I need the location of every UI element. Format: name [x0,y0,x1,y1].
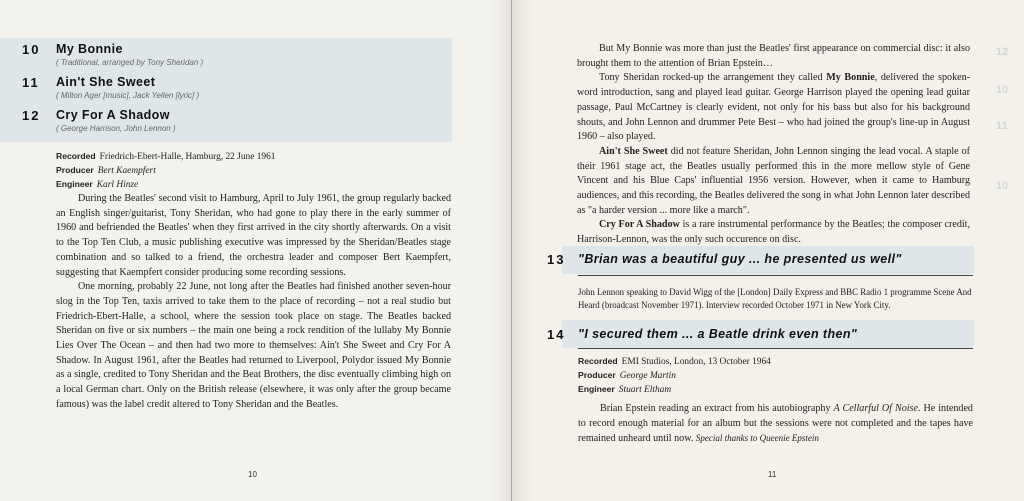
divider [578,275,973,276]
track-credit: ( George Harrison, John Lennon ) [56,124,176,133]
page-number: 11 [768,470,777,479]
session-details [578,355,771,397]
divider [578,348,973,349]
show-through-mark: 10 [996,84,1009,96]
page-number: 10 [248,470,257,479]
engineer-line: Engineer Stuart Eltham [578,384,672,395]
session-details [56,150,275,192]
paragraph: One morning, probably 22 June, not long after the Beatles had finished another seven-hour slog in the Top Ten, taxis arrived to take them to the place of recording – not a real studio but Friedrich-Ebert-Halle, a school, where the session took place on stage. The Beatles backed Sheridan on five or six numbers – the main one being a rock rendition of the lullaby My Bonnie Lies Over The Ocean – and then had two more to themselves: Ain't She Sweet and Cry For A Shadow. In August 1961, after the Beatles had returned to Liverpool, Polydor issued My Bonnie as a single, credited to Tony Sheridan and the Beat Brothers, the disc eventually climbing high on a local German chart. Only on the British release (elsewhere, it was only after the group became famous) was the label credit altered to Tony Sheridan and the Beatles. [56,281,451,410]
track-title: My Bonnie [56,42,123,56]
paragraph: During the Beatles' second visit to Hamburg, April to July 1961, the group regularly backed an English singer/guitarist, Tony Sheridan, who had gone to play there in the early summer of 1960 and befriended the Beatles' when they first arrived in the city shortly afterwards. On a visit to the Top Ten Club, a music publishing executive was impressed by the Sheridan/Beatles stage combination and so talked to a friend, the orchestra leader and composer Bert Kaempfert, suggesting that Kaempfert consider producing some recording sessions. [56,193,451,278]
liner-notes-body [577,42,970,248]
paragraph: Ain't She Sweet did not feature Sheridan, John Lennon singing the lead vocal. A staple of their 1961 stage act, the Beatles usually performed this in the more mellow style of Gene Vincent and his Blue Caps' influential 1956 version. However, when it came to Hamburg audiences, and this recording, the Beatles delivered the song in what John Lennon later described as "a harder version ... more like a march". [577,145,970,216]
liner-notes-body [56,192,451,413]
right-page [512,0,1024,501]
engineer-line: Engineer Karl Hinze [56,179,139,190]
track-credit: ( Milton Ager [music], Jack Yellen [lyric] ) [56,91,200,100]
track-title: "I secured them ... a Beatle drink even then" [578,327,858,341]
track-title: Cry For A Shadow [56,108,170,122]
producer-line: Producer Bert Kaempfert [56,165,156,176]
track-number: 10 [22,42,41,57]
show-through-mark: 11 [996,120,1008,132]
track-number: 13 [547,252,566,267]
show-through-mark: 10 [996,180,1009,192]
track-number: 14 [547,327,566,342]
paragraph: But My Bonnie was more than just the Beatles' first appearance on commercial disc: it also brought them to the attention of Brian Epstein… [577,43,970,69]
track-title: Ain't She Sweet [56,75,156,89]
paragraph: Tony Sheridan rocked-up the arrangement they called My Bonnie, delivered the spoken-word introduction, sang and played lead guitar. George Harrison played the opening lead guitar passage, Paul McCartney is clearly evident, not only for his bass but also for his background shouts, and John Lennon and drummer Pete Best – who had joined the group's line-up in August 1960 – also played. [577,72,971,143]
recorded-line: Recorded EMI Studios, London, 13 October 1964 [578,356,771,367]
paragraph: Brian Epstein reading an extract from his autobiography A Cellarful Of Noise. He intended to record enough material for an album but the sessions were not completed and the tapes have remained unheard until now. Special thanks to Queenie Epstein [578,403,973,445]
track-note: John Lennon speaking to David Wigg of the [London] Daily Express and BBC Radio 1 programme Scene And Heard (broadcast November 1971). Interview recorded October 1971 in New York City. [578,287,972,310]
show-through-mark: 12 [996,46,1009,58]
track-number: 12 [22,108,41,123]
track-title: "Brian was a beautiful guy ... he presented us well" [578,252,902,266]
track-number: 11 [22,75,40,90]
track-credit: ( Traditional, arranged by Tony Sheridan ) [56,58,204,67]
producer-line: Producer George Martin [578,370,676,381]
recorded-line: Recorded Friedrich-Ebert-Halle, Hamburg, 22 June 1961 [56,151,276,162]
track-description [578,402,973,447]
paragraph: Cry For A Shadow is a rare instrumental performance by the Beatles; the composer credit, Harrison-Lennon, was the only such occurence on disc. [577,219,971,246]
